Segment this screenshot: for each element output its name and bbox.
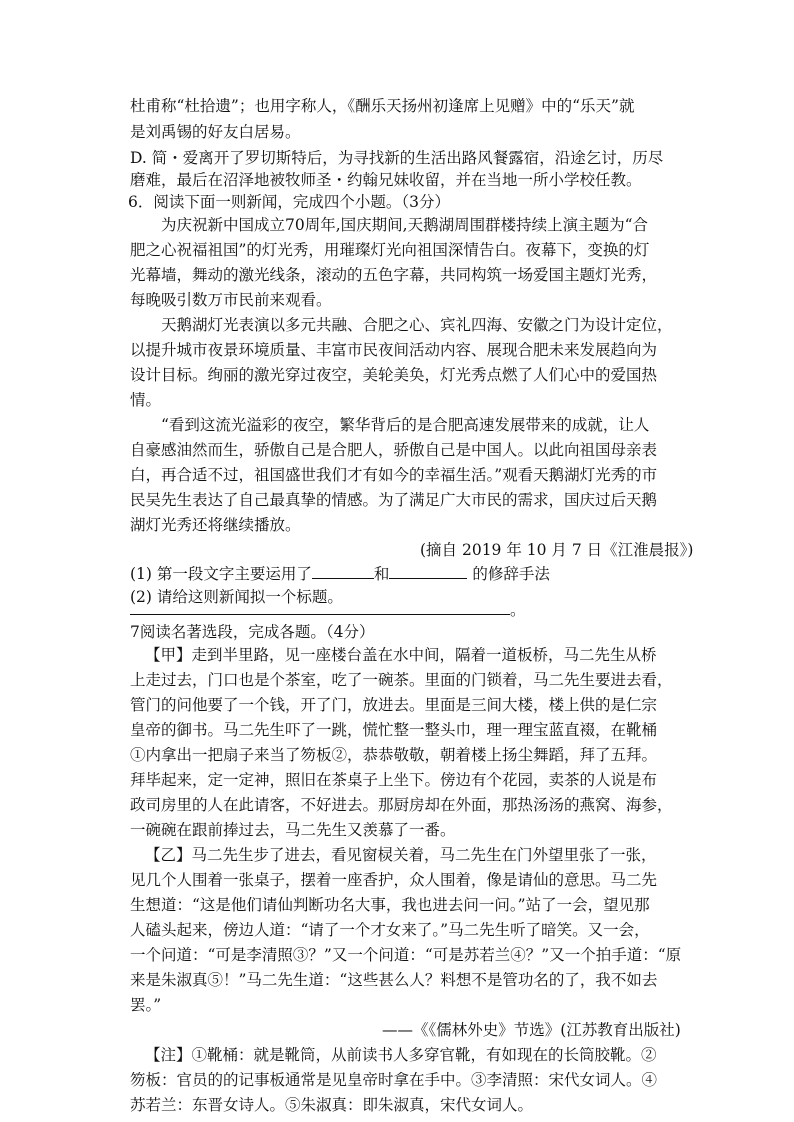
excerpt-jia-line-8: 一碗碗在跟前捧过去，马二先生又羡慕了一番。 bbox=[130, 821, 456, 839]
option-d-line-2: 磨难，最后在沼泽地被牧师圣・约翰兄妹收留，并在当地一所小学校任教。 bbox=[130, 171, 642, 189]
excerpt-jia-line-7: 政司房里的人在此请客，不好进去。那厨房却在外面，那热汤汤的燕窝、海参， bbox=[130, 796, 673, 814]
excerpt-jia-line-2: 上走过去，门口也是个茶室，吃了一碗茶。里面的门锁着，马二先生要进去看， bbox=[130, 671, 673, 689]
news-paragraph-2-line-1: 天鹅湖灯光表演以多元共融、合肥之心、宾礼四海、安徽之门为设计定位， bbox=[161, 316, 673, 334]
answer-blank-1[interactable] bbox=[312, 562, 374, 579]
notes-line-3: 苏若兰：东晋女诗人。⑤朱淑真：即朱淑真，宋代女词人。 bbox=[130, 1096, 534, 1114]
excerpt-yi-line-1: 【乙】马二先生步了进去，看见窗棂关着，马二先生在门外望里张了一张， bbox=[145, 846, 657, 864]
news-paragraph-3-line-1: “看到这流光溢彩的夜空，繁华背后的是合肥高速发展带来的成就，让人 bbox=[161, 416, 650, 434]
question-6-title: 6．阅读下面一则新闻，完成四个小题。（3分） bbox=[128, 193, 450, 211]
sub-1-prompt: (1) 第一段文字主要运用了 bbox=[130, 565, 312, 583]
prev-option-text-line-2: 是刘禹锡的好友白居易。 bbox=[130, 123, 301, 141]
excerpt-jia-line-3: 管门的问他要了一个钱，开了门，放进去。里面是三间大楼，楼上供的是仁宗 bbox=[130, 696, 658, 714]
excerpt-jia-line-5: ①内拿出一把扇子来当了笏板②，恭恭敬敬，朝着楼上扬尘舞蹈，拜了五拜。 bbox=[130, 746, 658, 764]
news-paragraph-1-line-1: 为庆祝新中国成立70周年,国庆期间,天鹅湖周围群楼持续上演主题为“合 bbox=[161, 216, 649, 234]
news-paragraph-1-line-4: 每晚吸引数万市民前来观看。 bbox=[130, 291, 332, 309]
excerpt-yi-line-7: 罢。” bbox=[130, 996, 162, 1014]
sub-1-and: 和 bbox=[373, 565, 390, 583]
prev-option-text-line-1: 杜甫称“杜拾遗”；也用字称人，《酬乐天扬州初逢席上见赠》中的“乐天”就 bbox=[130, 97, 635, 115]
excerpt-yi-line-4: 人磕头起来，傍边人道：“请了一个才女来了。”马二先生听了暗笑。又一会， bbox=[130, 921, 650, 939]
news-paragraph-3-line-3: 白，再合适不过，祖国盛世我们才有如今的幸福生活。”观看天鹅湖灯光秀的市 bbox=[130, 466, 658, 484]
news-paragraph-2-line-4: 情。 bbox=[130, 391, 162, 409]
excerpt-jia-line-1: 【甲】走到半里路，见一座楼台盖在水中间，隔着一道板桥，马二先生从桥 bbox=[145, 646, 657, 664]
question-6-sub-1 bbox=[130, 562, 550, 586]
sub-1-suffix: 的修辞手法 bbox=[467, 565, 550, 583]
news-paragraph-1-line-2: 肥之心祝福祖国”的灯光秀，用璀璨灯光向祖国深情告白。夜幕下，变换的灯 bbox=[130, 241, 650, 259]
excerpt-source: ——《《儒林外史》节选》(江苏教育出版社) bbox=[382, 1021, 681, 1039]
option-d-line-1: D. 简・爱离开了罗切斯特后，为寻找新的生活出路风餐露宿，沿途乞讨，历尽 bbox=[130, 149, 664, 167]
question-7-title: 7阅读名著选段，完成各题。（4分） bbox=[130, 623, 375, 641]
news-paragraph-2-line-2: 以提升城市夜景环境质量、丰富市民夜间活动内容、展现合肥未来发展趋向为 bbox=[130, 341, 658, 359]
excerpt-jia-line-6: 拜毕起来，定一定神，照旧在茶桌子上坐下。傍边有个花园，卖茶的人说是布 bbox=[130, 771, 658, 789]
excerpt-yi-line-6: 来是朱淑真⑤！”马二先生道：“这些甚么人？料想不是管功名的了，我不如去 bbox=[130, 971, 658, 989]
title-answer-line[interactable] bbox=[130, 614, 510, 615]
excerpt-yi-line-3: 生想道：“这是他们请仙判断功名大事，我也进去问一问。”站了一会，望见那 bbox=[130, 896, 650, 914]
news-paragraph-3-line-4: 民吴先生表达了自己最真挚的情感。为了满足广大市民的需求，国庆过后天鹅 bbox=[130, 491, 658, 509]
news-source: (摘自 2019 年 10 月 7 日《江淮晨报》) bbox=[420, 541, 694, 559]
question-6-sub-2: (2) 请给这则新闻拟一个标题。 bbox=[130, 588, 343, 606]
news-paragraph-1-line-3: 光幕墙，舞动的激光线条，滚动的五色字幕，共同构筑一场爱国主题灯光秀， bbox=[130, 266, 658, 284]
excerpt-jia-line-4: 皇帝的御书。马二先生吓了一跳，慌忙整一整头巾，理一理宝蓝直裰，在靴桶 bbox=[130, 721, 658, 739]
excerpt-yi-line-5: 一个问道：“可是李清照③？”又一个问道：“可是苏若兰④？”又一个拍手道：“原 bbox=[130, 946, 682, 964]
news-paragraph-2-line-3: 设计目标。绚丽的激光穿过夜空，美轮美奂，灯光秀点燃了人们心中的爱国热 bbox=[130, 366, 658, 384]
notes-line-2: 笏板：官员的的记事板通常是见皇帝时拿在手中。③李清照：宋代女词人。④ bbox=[130, 1071, 658, 1089]
excerpt-yi-line-2: 见几个人围着一张桌子，摆着一座香护，众人围着，像是请仙的意思。马二先 bbox=[130, 871, 658, 889]
answer-end-mark: 。 bbox=[510, 601, 526, 619]
answer-blank-2[interactable] bbox=[389, 562, 467, 579]
news-paragraph-3-line-2: 自豪感油然而生，骄傲自己是合肥人，骄傲自己是中国人。以此向祖国母亲表 bbox=[130, 441, 658, 459]
news-paragraph-3-line-5: 湖灯光秀还将继续播放。 bbox=[130, 516, 301, 534]
notes-line-1: 【注】①靴桶：就是靴筒，从前读书人多穿官靴，有如现在的长筒胶靴。② bbox=[145, 1046, 657, 1064]
